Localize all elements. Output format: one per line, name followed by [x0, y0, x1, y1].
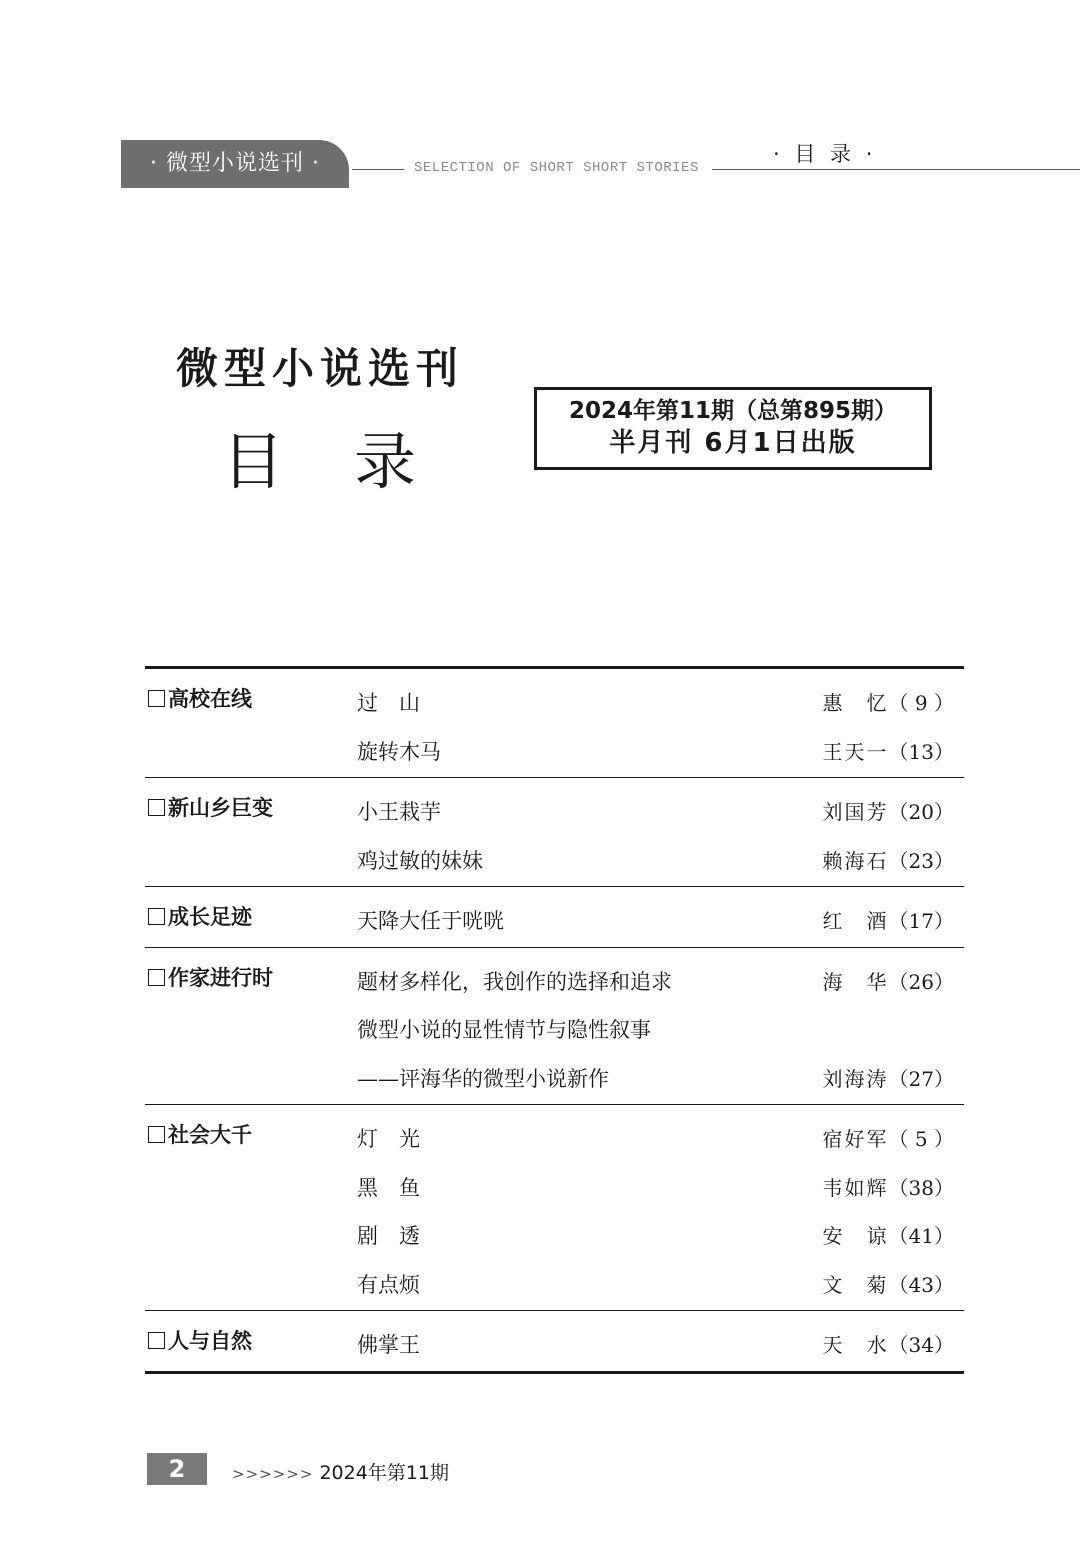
toc-entry-title: 黑 鱼: [357, 1175, 420, 1200]
toc-entry-page: （38）: [888, 1175, 954, 1200]
toc-section: [145, 778, 964, 887]
toc-entry-page: （20）: [888, 800, 954, 824]
toc-entry-title: 佛掌王: [357, 1333, 420, 1357]
english-subtitle: SELECTION OF SHORT SHORT STORIES: [414, 160, 699, 176]
page-number: 2: [147, 1453, 207, 1485]
toc-entry: [145, 954, 964, 1003]
toc-entry-title: 小王栽芋: [357, 800, 441, 824]
toc-entry-author: 赖海石: [822, 848, 889, 873]
toc-entry: [145, 675, 964, 724]
toc-entry-page: （ 5 ）: [888, 1127, 954, 1151]
toc-entry-title: 剧 透: [357, 1224, 420, 1248]
header-rule-left: [352, 169, 404, 170]
toc-category-label: 新山乡巨变: [168, 796, 273, 820]
toc-category-label: 成长足迹: [168, 905, 252, 929]
toc-entry-title: ——评海华的微型小说新作: [357, 1066, 609, 1091]
footer-issue: [232, 1458, 449, 1485]
magazine-title: 微型小说选刊: [176, 344, 465, 393]
toc-entry-author-page: [823, 687, 954, 716]
footer-issue-label: 2024年第11期: [319, 1462, 449, 1484]
toc-entry-author-page: [823, 1172, 954, 1201]
table-of-contents: [145, 666, 964, 1374]
magazine-tab: · 微型小说选刊 ·: [121, 140, 349, 188]
toc-entry-author: 宿好军: [822, 1127, 889, 1151]
toc-entry-author-page: [823, 1329, 954, 1358]
toc-entry-author-page: [823, 1220, 954, 1249]
toc-entry: [145, 1208, 964, 1257]
toc-entry-page: （41）: [888, 1224, 954, 1248]
toc-entry-page: （13）: [888, 739, 954, 764]
toc-entry-page: （43）: [888, 1272, 954, 1297]
footer-arrows: >>>>>>: [232, 1465, 314, 1483]
toc-entry-title: 灯 光: [357, 1127, 420, 1151]
toc-entry-author-page: [823, 1123, 954, 1152]
toc-entry-author-page: [823, 845, 954, 874]
toc-entry: [145, 1002, 964, 1051]
toc-entry: [145, 724, 964, 773]
toc-entry-title: 天降大任于咣咣: [357, 909, 504, 933]
toc-section: [145, 1105, 964, 1311]
toc-entry-author: 文 菊: [822, 1272, 889, 1297]
toc-entry-author-page: [823, 966, 954, 995]
toc-entry-title: 微型小说的显性情节与隐性叙事: [357, 1018, 651, 1042]
toc-entry-page: （23）: [888, 848, 954, 873]
toc-entry-author-page: [823, 1269, 954, 1298]
contents-heading: 目录: [222, 425, 487, 498]
toc-entry: [145, 784, 964, 833]
toc-entry-page: （34）: [888, 1333, 954, 1357]
toc-entry-author: 刘海涛: [822, 1066, 889, 1091]
toc-entry: [145, 1111, 964, 1160]
toc-entry-title: 旋转木马: [357, 739, 441, 764]
toc-entry-author: 安 谅: [822, 1224, 889, 1248]
toc-entry-page: （17）: [888, 909, 954, 933]
toc-entry-author: 王天一: [822, 739, 889, 764]
toc-entry-author-page: [823, 736, 954, 765]
toc-entry-author-page: [823, 1063, 954, 1092]
toc-entry: [145, 1051, 964, 1100]
toc-entry-page: （27）: [888, 1066, 954, 1091]
toc-entry-author: 红 酒: [822, 909, 889, 933]
toc-entry-author: 惠 忆: [822, 691, 889, 715]
toc-entry-title: 题材多样化，我创作的选择和追求: [357, 969, 672, 994]
toc-section: [145, 1311, 964, 1371]
section-label: · 目 录 ·: [773, 142, 877, 166]
toc-entry-author-page: [823, 905, 954, 934]
toc-entry-author-page: [823, 796, 954, 825]
toc-section: [145, 887, 964, 948]
toc-entry-author: 海 华: [822, 969, 889, 994]
toc-category-label: 人与自然: [168, 1329, 252, 1353]
toc-entry-page: （26）: [888, 969, 954, 994]
issue-info-box: [534, 387, 932, 470]
header-rule-right: [712, 169, 1080, 170]
toc-entry-author: 刘国芳: [822, 800, 889, 824]
toc-entry: [145, 1160, 964, 1209]
toc-entry: [145, 1257, 964, 1306]
toc-category-label: 高校在线: [168, 687, 252, 711]
toc-section: [145, 948, 964, 1106]
toc-entry-title: 过 山: [357, 691, 420, 715]
toc-entry: [145, 1317, 964, 1366]
toc-entry: [145, 833, 964, 882]
toc-entry-author: 天 水: [822, 1333, 889, 1357]
toc-section: [145, 669, 964, 778]
toc-entry: [145, 893, 964, 942]
toc-category-label: 作家进行时: [168, 965, 273, 990]
toc-entry-title: 鸡过敏的妹妹: [357, 848, 483, 873]
issue-frequency: 半月刊 6月1日出版: [609, 428, 857, 458]
toc-entry-author: 韦如辉: [822, 1175, 889, 1200]
toc-entry-title: 有点烦: [357, 1272, 420, 1297]
toc-category-label: 社会大千: [168, 1123, 252, 1147]
issue-number: 2024年第11期（总第895期）: [568, 398, 898, 424]
toc-entry-page: （ 9 ）: [888, 691, 954, 715]
